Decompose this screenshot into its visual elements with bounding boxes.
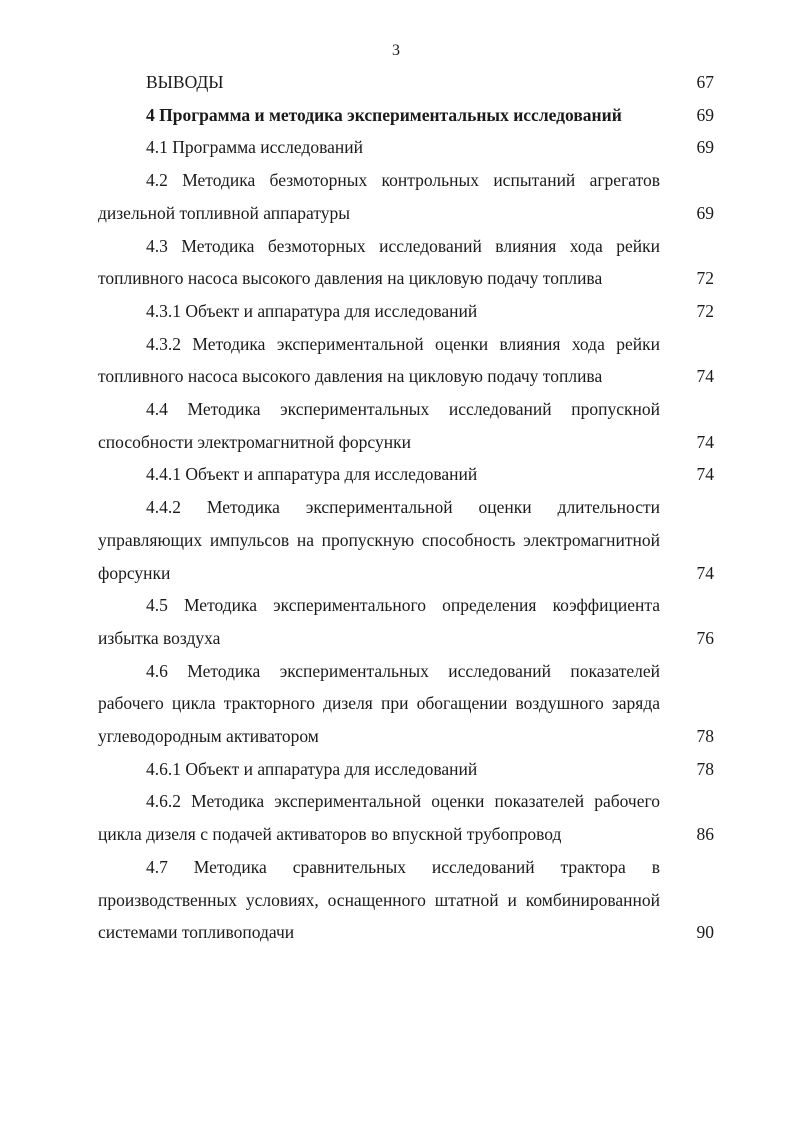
toc-entry-label: 4 Программа и методика экспериментальных исследований bbox=[146, 104, 622, 125]
toc-entry-4-1 bbox=[98, 131, 714, 164]
toc-entry-conclusions bbox=[98, 66, 714, 99]
toc-entry-4-7 bbox=[98, 851, 714, 949]
toc-entry-4-6 bbox=[98, 655, 714, 753]
toc-entry-label: 4.6 Методика экспериментальных исследований показателей рабочего цикла тракторного дизеля при обогащении воздушного заряда углеводородным активатором bbox=[98, 660, 660, 747]
toc-entry-4-2 bbox=[98, 164, 714, 229]
toc-entry-page: 74 bbox=[696, 562, 714, 583]
toc-entry-label: 4.6.1 Объект и аппаратура для исследований bbox=[146, 758, 478, 779]
toc-entry-label: 4.2 Методика безмоторных контрольных испытаний агрегатов дизельной топливной аппаратуры bbox=[98, 170, 660, 223]
toc-entry-page: 74 bbox=[696, 366, 714, 387]
toc-entry-page: 76 bbox=[696, 627, 714, 648]
toc-entry-label: 4.3.2 Методика экспериментальной оценки влияния хода рейки топливного насоса высокого давления на цикловую подачу топлива bbox=[98, 333, 660, 387]
toc-entry-4-4-1 bbox=[98, 458, 714, 491]
toc-entry-page: 69 bbox=[696, 202, 714, 223]
toc-entry-label: 4.5 Методика экспериментального определения коэффициента избытка воздуха bbox=[98, 595, 660, 648]
toc-entry-label: 4.3.1 Объект и аппаратура для исследований bbox=[146, 300, 478, 321]
toc-entry-4-3-1 bbox=[98, 295, 714, 328]
toc-entry-4-3 bbox=[98, 230, 714, 295]
toc-entry-label: 4.3 Методика безмоторных исследований влияния хода рейки топливного насоса высокого давления на цикловую подачу топлива bbox=[98, 235, 660, 289]
toc-entry-label: 4.4.2 Методика экспериментальной оценки длительности управляющих импульсов на пропускную способность электромагнитной форсунки bbox=[98, 497, 660, 583]
toc-entry-label: 4.6.2 Методика экспериментальной оценки показателей рабочего цикла дизеля с подачей активаторов во впускной трубопровод bbox=[98, 791, 660, 845]
toc-entry-label: ВЫВОДЫ bbox=[146, 72, 224, 92]
toc-entry-4-5 bbox=[98, 589, 714, 654]
toc-entry-page: 74 bbox=[696, 464, 714, 485]
toc-entry-page: 78 bbox=[696, 758, 714, 779]
toc-entry-4-6-2 bbox=[98, 785, 714, 850]
toc-entry-page: 69 bbox=[696, 137, 714, 158]
toc-entry-label: 4.7 Методика сравнительных исследований трактора в производственных условиях, оснащенного штатной и комбинированной системами топливоподачи bbox=[98, 856, 660, 943]
toc-entry-page: 86 bbox=[696, 824, 714, 845]
toc-entry-page: 74 bbox=[696, 431, 714, 452]
toc-entry-4-3-2 bbox=[98, 328, 714, 393]
toc-entry-4-6-1 bbox=[98, 753, 714, 786]
toc-entry-page: 67 bbox=[696, 72, 714, 92]
table-of-contents bbox=[98, 66, 714, 949]
toc-entry-page: 72 bbox=[696, 268, 714, 289]
toc-entry-4-4-2 bbox=[98, 491, 714, 589]
toc-entry-page: 78 bbox=[696, 726, 714, 747]
toc-entry-4-4 bbox=[98, 393, 714, 458]
toc-entry-page: 69 bbox=[696, 104, 714, 125]
toc-entry-page: 72 bbox=[696, 300, 714, 321]
toc-entry-page: 90 bbox=[696, 922, 714, 943]
toc-entry-label: 4.4.1 Объект и аппаратура для исследований bbox=[146, 464, 478, 485]
toc-entry-label: 4.1 Программа исследований bbox=[146, 137, 363, 158]
toc-entry-label: 4.4 Методика экспериментальных исследований пропускной способности электромагнитной форсунки bbox=[98, 399, 660, 452]
toc-entry-chapter-4 bbox=[98, 99, 714, 132]
page-number: 3 bbox=[392, 42, 400, 59]
